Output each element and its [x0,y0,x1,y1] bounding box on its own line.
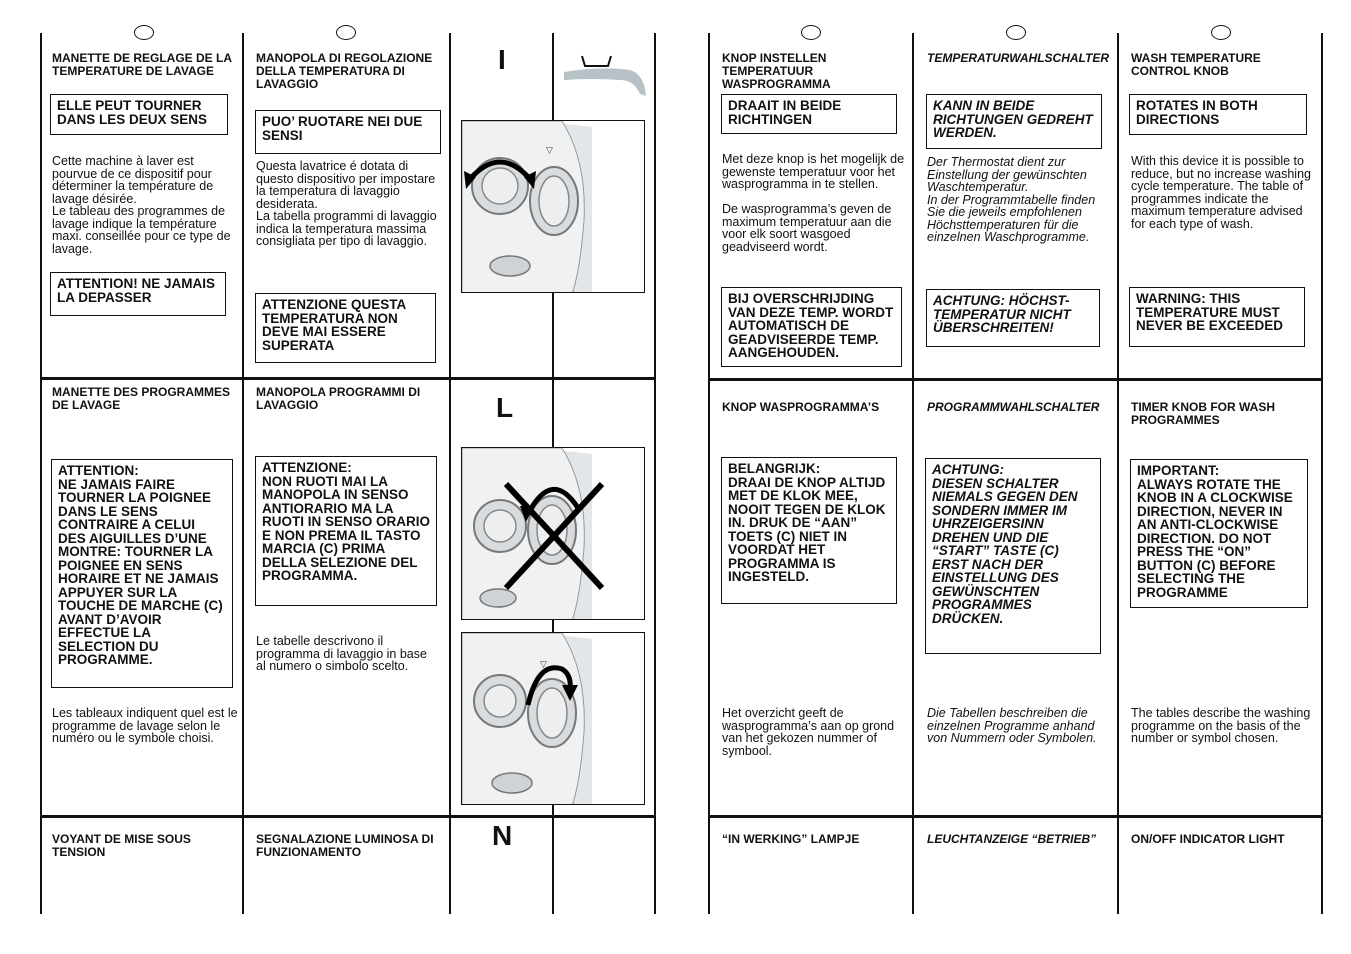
de-prog-body: Die Tabellen beschreiben die einzelnen Programme anhand von Nummern oder Symbolen. [927,706,1097,745]
fr-light-heading: VOYANT DE MISE SOUS TENSION [52,832,191,859]
fr-prog-box: ATTENTION: NE JAMAIS FAIRE TOURNER LA POIGNEE DANS LE SENS CONTRAIRE A CELUI DES AIGUILLES D’UNE MONTRE: TOURNER LA POIGNEE EN SENS HORAIRE ET NE JAMAIS APPUYER SUR LA TOUCHE DE MARCHE (C) AVANT D’AVOIR EFFECTUE LA SELECTION DU PROGRAMME. [51,459,233,688]
fr-temp-heading: MANETTE DE REGLAGE DE LA TEMPERATURE DE LAVAGE [52,51,232,78]
row-divider [708,815,1323,818]
en-prog-box: IMPORTANT: ALWAYS ROTATE THE KNOB IN A CLOCKWISE DIRECTION, NEVER IN AN ANTI-CLOCKWISE DIRECTION. DO NOT PRESS THE “ON” BUTTON (C) BEFORE SELECTING THE PROGRAMME [1130,459,1308,608]
divider [654,33,656,914]
detergent-drawer-icon [560,50,650,98]
de-temp-body: Der Thermostat dient zur Einstellung der gewünschten Waschtemperatur. In der Programmtabelle finden Sie die jeweils empfohlenen Höchsttemperaturen für die einzelnen Waschprogramme. [927,155,1096,244]
de-light-heading: LEUCHTANZEIGE “BETRIEB” [927,832,1097,846]
fr-temp-body: Cette machine à laver est pourvue de ce dispositif pour déterminer la température de lavage désirée. Le tableau des programmes de lavage indique la température maxi. conseillée pour ce type de lavage. [52,154,231,256]
en-temp-box: ROTATES IN BOTH DIRECTIONS [1129,94,1307,135]
section-letter-n: N [492,820,513,851]
row-divider [40,377,656,380]
divider [1117,33,1119,914]
fr-temp-warning: ATTENTION! NE JAMAIS LA DEPASSER [50,272,226,316]
flag-circle-de-icon [1006,25,1026,40]
it-temp-body: Questa lavatrice é dotata di questo dispositivo per impostare la temperatura di lavaggio desiderata. La tabella programmi di lavaggio indica la temperatura massima consigliata per tipo di lavaggio. [256,159,437,248]
row-divider [708,378,1323,381]
en-temp-heading: WASH TEMPERATURE CONTROL KNOB [1131,51,1261,78]
de-temp-heading: TEMPERATURWAHLSCHALTER [927,51,1109,65]
section-letter-l: L [496,392,514,423]
section-letter-i: I [498,44,506,75]
it-light-heading: SEGNALAZIONE LUMINOSA DI FUNZIONAMENTO [256,832,434,859]
it-temp-warning: ATTENZIONE QUESTA TEMPERATURA NON DEVE MAI ESSERE SUPERATA [255,293,436,363]
it-temp-heading: MANOPOLA DI REGOLAZIONE DELLA TEMPERATURA DI LAVAGGIO [256,51,433,91]
svg-text:▽: ▽ [540,660,547,670]
row-divider [40,815,656,818]
divider [708,33,710,914]
en-temp-warning: WARNING: THIS TEMPERATURE MUST NEVER BE EXCEEDED [1129,287,1305,347]
en-light-heading: ON/OFF INDICATOR LIGHT [1131,832,1285,846]
nl-prog-box: BELANGRIJK: DRAAI DE KNOP ALTIJD MET DE KLOK MEE, NOOIT TEGEN DE KLOK IN. DRUK DE “AAN” TOETS (C) NIET IN VOORDAT HET PROGRAMMA IS INGESTELD. [721,457,897,604]
en-prog-body: The tables describe the washing programme on the basis of the number or symbol chosen. [1131,706,1311,745]
program-knob-clockwise-figure [461,632,645,805]
flag-circle-nl-icon [801,25,821,40]
fr-prog-body: Les tableaux indiquent quel est le programme de lavage selon le numéro ou le symbole choisi. [52,706,238,745]
it-prog-box: ATTENZIONE: NON RUOTI MAI LA MANOPOLA IN SENSO ANTIORARIO MA LA RUOTI IN SENSO ORARIO E NON PREMA IL TASTO MARCIA (C) PRIMA DELLA SELEZIONE DEL PROGRAMMA. [255,456,437,606]
it-temp-box: PUO’ RUOTARE NEI DUE SENSI [255,110,441,154]
nl-light-heading: “IN WERKING” LAMPJE [722,832,860,846]
divider [40,33,42,914]
divider [449,33,451,914]
flag-circle-fr-icon [134,25,154,40]
nl-temp-warning: BIJ OVERSCHRIJDING VAN DEZE TEMP. WORDT AUTOMATISCH DE GEADVISEERDE TEMP. AANGEHOUDEN. [721,287,902,367]
program-knob-forbidden-figure [461,447,645,620]
fr-temp-box: ELLE PEUT TOURNER DANS LES DEUX SENS [50,94,228,135]
nl-prog-body: Het overzicht geeft de wasprogramma’s aan op grond van het gekozen nummer of symbool. [722,706,895,758]
flag-circle-en-icon [1211,25,1231,40]
de-temp-box: KANN IN BEIDE RICHTUNGEN GEDREHT WERDEN. [926,94,1102,149]
divider [1321,33,1323,914]
de-prog-box: ACHTUNG: DIESEN SCHALTER NIEMALS GEGEN DEN SONDERN IMMER IM UHRZEIGERSINN DREHEN UND DIE “START” TASTE (C) ERST NACH DER EINSTELLUNG DES GEWÜNSCHTEN PROGRAMMES DRÜCKEN. [925,458,1101,654]
fr-prog-heading: MANETTE DES PROGRAMMES DE LAVAGE [52,385,231,412]
it-prog-heading: MANOPOLA PROGRAMMI DI LAVAGGIO [256,385,421,412]
nl-temp-heading: KNOP INSTELLEN TEMPERATUUR WASPROGRAMMA [722,51,831,91]
flag-circle-it-icon [336,25,356,40]
divider [912,33,914,914]
it-prog-body: Le tabelle descrivono il programma di lavaggio in base al numero o simbolo scelto. [256,634,427,673]
de-prog-heading: PROGRAMMWAHLSCHALTER [927,400,1100,414]
svg-text:▽: ▽ [546,146,553,156]
de-temp-warning: ACHTUNG: HÖCHST-TEMPERATUR NICHT ÜBERSCHREITEN! [926,289,1100,347]
nl-prog-heading: KNOP WASPROGRAMMA’S [722,400,880,414]
en-temp-body: With this device it is possible to reduce, but no increase washing cycle temperature. The table of programmes indicate the maximum temperature advised for each type of wash. [1131,154,1311,231]
temperature-knob-figure [461,120,645,293]
nl-temp-box: DRAAIT IN BEIDE RICHTINGEN [721,94,897,134]
en-prog-heading: TIMER KNOB FOR WASH PROGRAMMES [1131,400,1275,427]
divider [242,33,244,914]
nl-temp-body: Met deze knop is het mogelijk de gewenste temperatuur voor het wasprogramma in te stellen. De wasprogramma’s geven de maximum temperatuur aan die voor elk soort wasgoed geadviseerd wordt. [722,152,905,254]
